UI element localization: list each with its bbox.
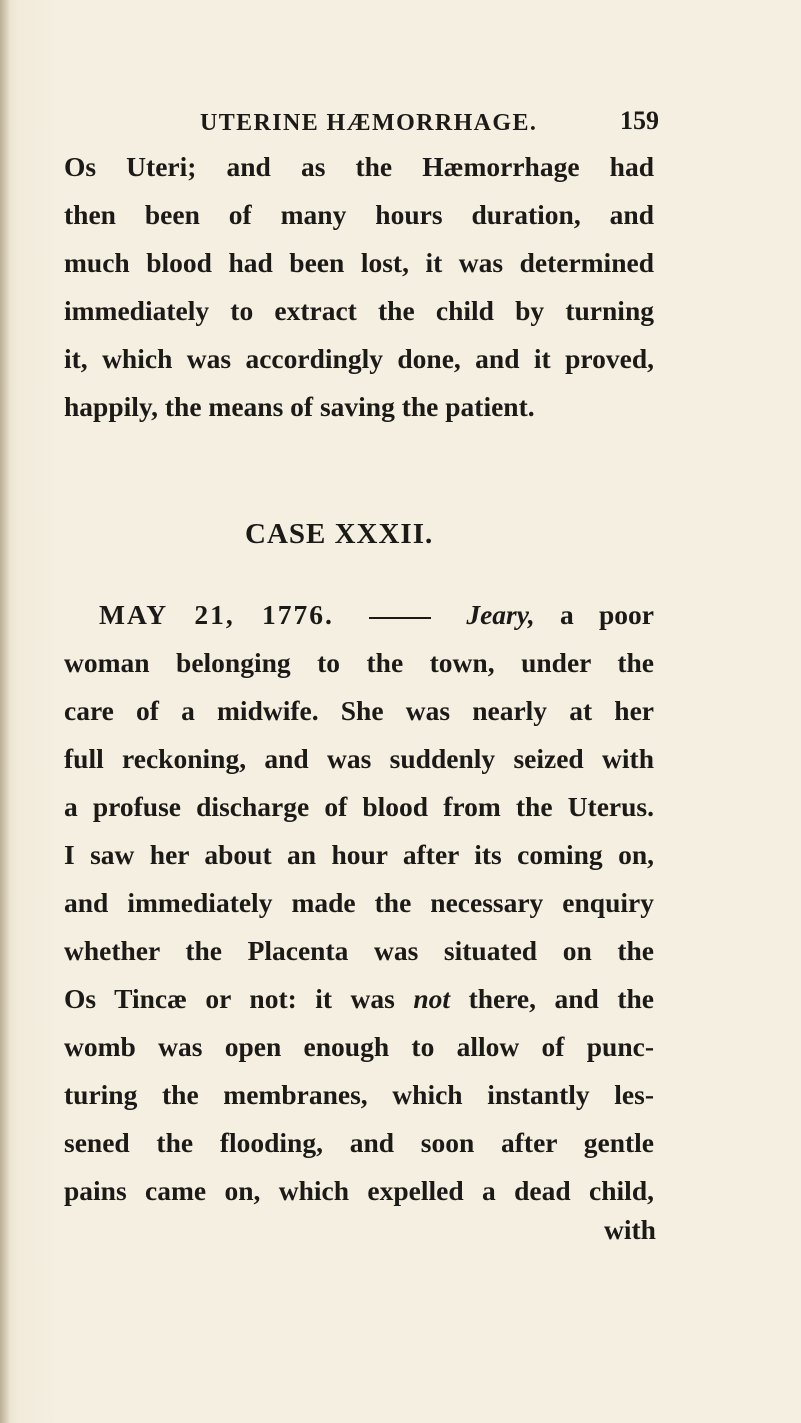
text-line: turing the membranes, which instantly les- [64, 1079, 654, 1110]
patient-name: Jeary, [466, 599, 535, 630]
text-line: full reckoning, and was suddenly seized with [64, 743, 654, 774]
text-line: happily, the means of saving the patient. [64, 391, 535, 422]
italic-emphasis: not [413, 983, 451, 1014]
text-line: I saw her about an hour after its coming on, [64, 839, 654, 870]
case-heading: CASE XXXII. [245, 518, 434, 550]
text-line: it, which was accordingly done, and it proved, [64, 343, 654, 374]
text-line: pains came on, which expelled a dead child, [64, 1175, 654, 1206]
text-segment: Os Tincæ or not: it was [64, 983, 395, 1014]
text-line: sened the flooding, and soon after gentle [64, 1127, 654, 1158]
text-line: much blood had been lost, it was determined [64, 247, 654, 278]
running-title: UTERINE HÆMORRHAGE. [200, 110, 538, 136]
text-line: a profuse discharge of blood from the Uterus. [64, 791, 654, 822]
page-number: 159 [620, 106, 659, 135]
text-line: care of a midwife. She was nearly at her [64, 695, 654, 726]
em-dash-rule [369, 617, 431, 619]
text-line: whether the Placenta was situated on the [64, 935, 654, 966]
case-opening-rest: a poor [560, 599, 654, 630]
catchword: with [604, 1214, 656, 1245]
text-segment: there, and the [468, 983, 655, 1014]
page-binding-shadow [0, 0, 10, 1423]
case-date: MAY 21, 1776. [99, 599, 334, 630]
text-line-with-italic [64, 982, 654, 1016]
text-line: womb was open enough to allow of punc- [64, 1031, 654, 1062]
text-line: then been of many hours duration, and [64, 199, 654, 230]
text-line: immediately to extract the child by turning [64, 295, 654, 326]
case-opening-line [99, 598, 654, 632]
text-line: Os Uteri; and as the Hæmorrhage had [64, 151, 654, 182]
text-line: and immediately made the necessary enquiry [64, 887, 654, 918]
text-line: woman belonging to the town, under the [64, 647, 654, 678]
